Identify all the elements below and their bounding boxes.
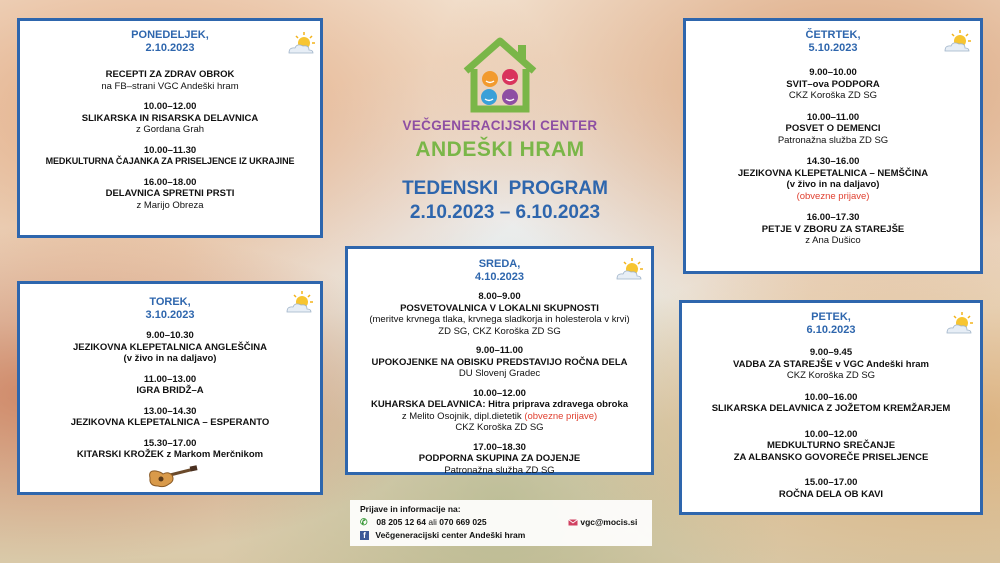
event-time: 9.00–11.00 [475,345,524,356]
event-time: 13.00–14.30 [143,405,197,417]
event-time: 10.00–12.00 [804,428,858,440]
event-time: 15.30–17.00 [143,437,197,449]
event-title: VADBA ZA STAREJŠE v VGC Andeški hram [732,358,930,370]
event [20,101,320,136]
sun-cloud-icon [942,29,972,55]
event [682,429,980,464]
required-note: (obvezne prijave) [796,190,870,202]
email-link[interactable]: vgc@mocis.si [580,517,638,527]
event-time: 16.00–18.00 [143,176,197,188]
event-title: JEZIKOVNA KLEPETALNICA – NEMŠČINA [737,167,929,179]
event [686,67,980,102]
event [682,392,980,415]
event-title: PODPORNA SKUPINA ZA DOJENJE [418,453,581,464]
phone-separator: ali [428,517,437,527]
sun-cloud-icon [614,257,644,283]
facebook-row [360,529,525,541]
thursday-card [683,18,983,274]
event [348,345,651,380]
event-host: CKZ Koroška ZD SG [786,370,876,381]
event-host: na FB–strani VGC Andeški hram [101,80,239,92]
facebook-link[interactable]: Večgeneracijski center Andeški hram [375,530,526,540]
event-time: 17.00–18.30 [473,441,526,453]
event-title-2: ZA ALBANSKO GOVOREČE PRISELJENCE [733,451,929,463]
event-title: UPOKOJENKE NA OBISKU PREDSTAVIJO ROČNA DELA [371,356,628,368]
phone-1[interactable]: 08 205 12 64 [376,517,427,527]
event-title: JEZIKOVNA KLEPETALNICA – ESPERANTO [70,417,270,428]
mail-icon [568,519,578,526]
program-title: TEDENSKI PROGRAM [402,178,608,199]
phone-icon: ✆ [360,517,368,527]
event-title: ROČNA DELA OB KAVI [778,488,884,500]
event-title: IGRA BRIDŽ–A [136,385,204,396]
event-note: (meritve krvnega tlaka, krvnega sladkorja in holesterola v krvi) [369,314,630,325]
email-row [568,516,637,528]
guitar-icon [146,464,198,490]
day-date: 6.10.2023 [806,324,856,336]
event [20,374,320,397]
day-date: 3.10.2023 [145,309,195,321]
event-title: PETJE V ZBORU ZA STAREJŠE [761,223,905,235]
event-time: 9.00–10.30 [146,330,194,341]
program-dates: 2.10.2023 – 6.10.2023 [409,202,601,223]
event [686,112,980,147]
day-name: SREDA, [478,258,521,270]
event-title: RECEPTI ZA ZDRAV OBROK [105,69,235,80]
event-host: Patronažna služba ZD SG [444,464,555,476]
event-title: SLIKARSKA DELAVNICA Z JOŽETOM KREMŽARJEM [711,403,951,414]
event-title: SVIT–ova PODPORA [786,78,880,90]
event-title: MEDKULTURNO SREČANJE [766,440,896,451]
wednesday-card [345,246,654,475]
event-host: z Gordana Grah [135,124,205,135]
event-time: 15.00–17.00 [804,477,858,488]
logo-house-icon [460,37,540,113]
event-time: 9.00–9.45 [809,347,853,358]
event-host: CKZ Koroška ZD SG [788,90,878,101]
event-host: z Ana Dušico [805,235,861,246]
event [686,156,980,202]
event-time: 9.00–10.00 [809,67,857,78]
facebook-icon: f [360,531,369,540]
event-time: 10.00–12.00 [473,387,526,399]
sun-cloud-icon [286,31,316,57]
event-host: CKZ Koroška ZD SG [455,422,544,433]
friday-card [679,300,983,515]
event [20,330,320,365]
sun-cloud-icon [284,290,314,316]
event-title: KUHARSKA DELAVNICA: Hitra priprava zdravega obroka [370,399,629,410]
phone-row [360,516,487,528]
event [20,177,320,212]
event-time: 8.00–9.00 [478,291,521,302]
contact-heading: Prijave in informacije na: [360,504,461,514]
event-time: 14.30–16.00 [806,156,860,167]
event [348,388,651,434]
event-note: z Melito Osojnik, dipl.dietetik [401,410,522,422]
event [348,442,651,477]
day-date: 5.10.2023 [808,42,858,54]
event-host: ZD SG, CKZ Koroška ZD SG [438,325,561,337]
event-title-2: (v živo in na daljavo) [123,353,217,364]
monday-card [17,18,323,238]
sun-cloud-icon [944,311,974,337]
event [20,69,320,92]
contact-box [350,500,652,546]
day-date: 2.10.2023 [145,42,195,54]
phone-2[interactable]: 070 669 025 [439,517,487,527]
required-note: (obvezne prijave) [524,410,598,422]
event-title: MEDKULTURNA ČAJANKA ZA PRISELJENCE IZ UKRAJINE [45,156,295,166]
event-time: 10.00–16.00 [804,391,858,403]
day-date: 4.10.2023 [475,271,524,283]
event-time: 10.00–11.30 [143,144,197,156]
event-title: JEZIKOVNA KLEPETALNICA ANGLEŠČINA [72,341,268,353]
event-title: POSVETOVALNICA V LOKALNI SKUPNOSTI [400,302,599,314]
event [686,212,980,247]
day-name: PONEDELJEK, [131,29,209,41]
event-title: POSVET O DEMENCI [785,123,881,134]
event [348,291,651,337]
day-name: ČETRTEK, [805,29,861,41]
event-title: DELAVNICA SPRETNI PRSTI [105,188,235,199]
logo-line2: ANDEŠKI HRAM [415,138,585,161]
event-time: 10.00–11.00 [806,111,860,123]
event [682,347,980,382]
event-time: 10.00–12.00 [143,101,197,112]
event-time: 11.00–13.00 [143,373,197,385]
tuesday-card [17,281,323,495]
event-title: KITARSKI KROŽEK z Markom Merčnikom [76,449,264,460]
event-title-2: (v živo in na daljavo) [786,179,880,190]
day-name: TOREK, [149,296,191,308]
event [20,145,320,168]
day-name: PETEK, [811,311,851,323]
event-host: DU Slovenj Gradec [458,368,541,379]
event [682,477,980,500]
event-host: z Marijo Obreza [136,199,204,211]
event-time: 16.00–17.30 [806,212,860,223]
event-title: SLIKARSKA IN RISARSKA DELAVNICA [81,112,259,124]
event-host: Patronažna služba ZD SG [777,134,889,146]
logo-line1: VEČGENERACIJSKI CENTER [402,118,598,133]
event [20,406,320,429]
event [20,438,320,461]
